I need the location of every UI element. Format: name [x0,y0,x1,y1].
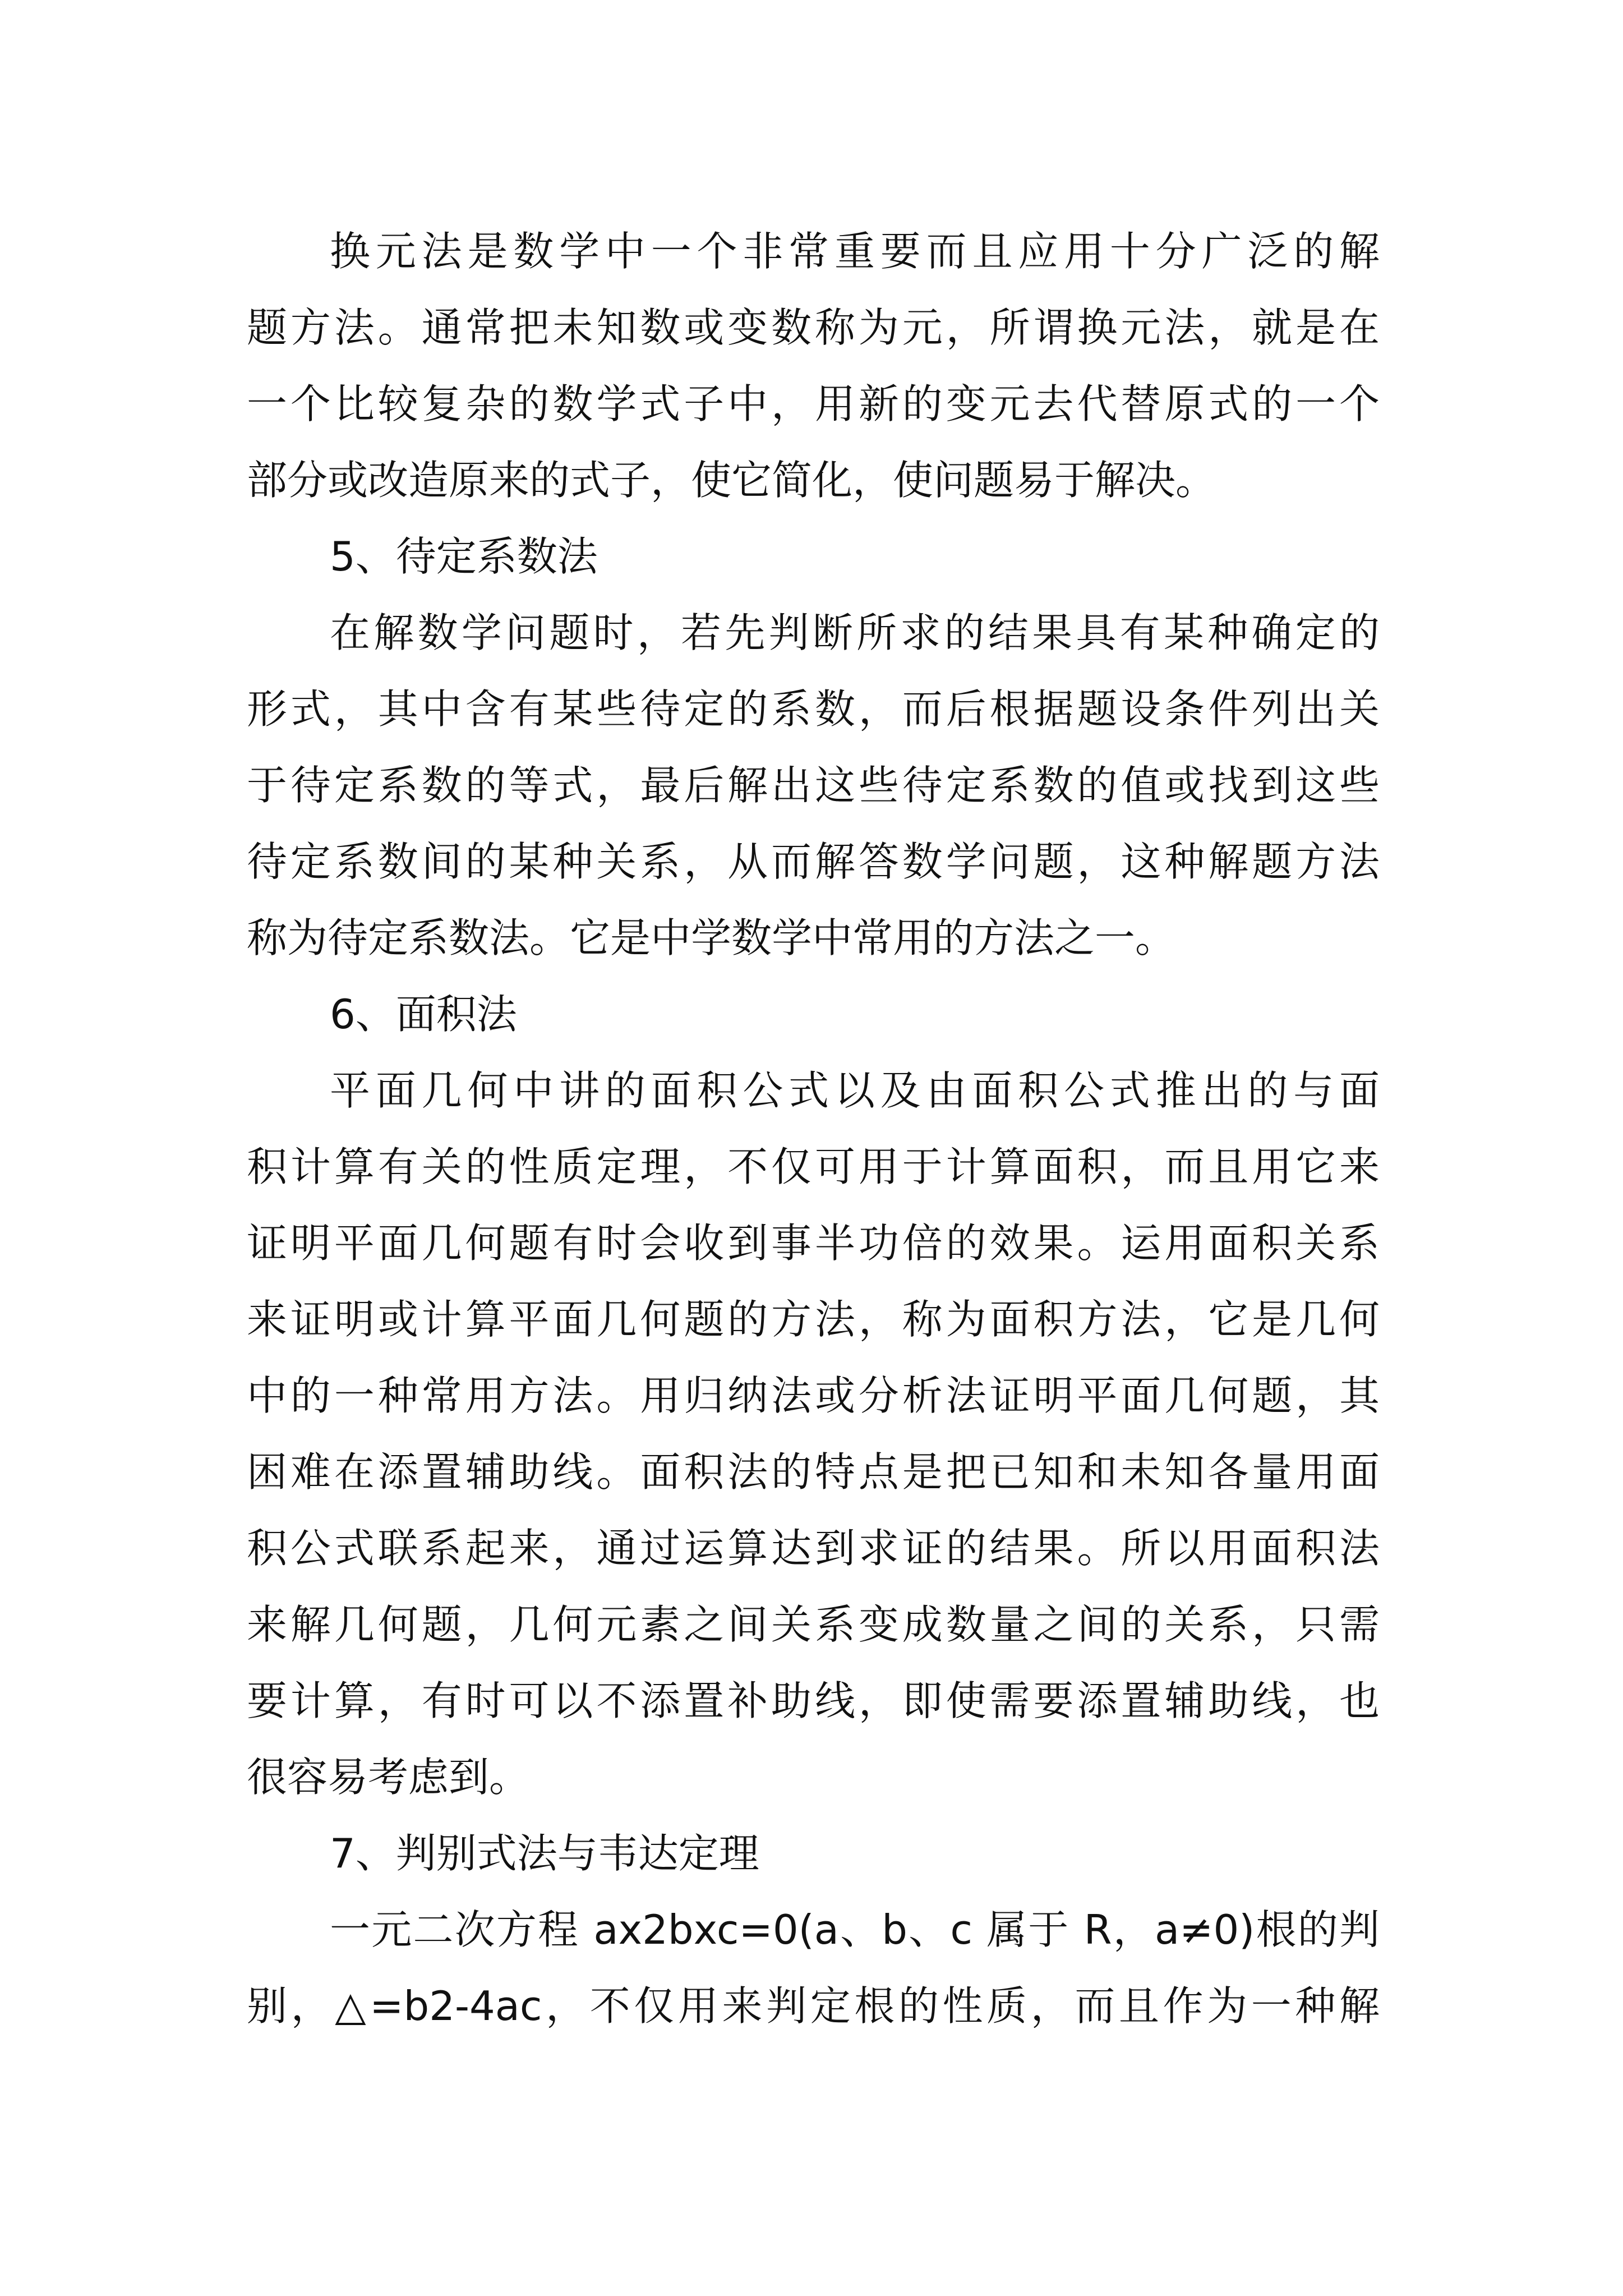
section-heading-6: 6、面积法 [330,991,517,1038]
paragraph-line: 一元二次方程 ax2bxc=0(a、b、c 属于 R，a≠0)根的判 [330,1906,1380,1953]
paragraph-line: 来证明或计算平面几何题的方法，称为面积方法，它是几何 [247,1296,1380,1343]
paragraph-line: 来解几何题，几何元素之间关系变成数量之间的关系，只需 [247,1601,1380,1648]
section-heading-5: 5、待定系数法 [330,533,598,580]
paragraph-line: 中的一种常用方法。用归纳法或分析法证明平面几何题，其 [247,1372,1380,1419]
paragraph-line: 于待定系数的等式，最后解出这些待定系数的值或找到这些 [247,762,1380,809]
paragraph-line: 称为待定系数法。它是中学数学中常用的方法之一。 [247,914,1176,961]
paragraph-line: 一个比较复杂的数学式子中，用新的变元去代替原式的一个 [247,380,1380,427]
paragraph-line: 要计算，有时可以不添置补助线，即使需要添置辅助线，也 [247,1677,1380,1724]
paragraph-line: 很容易考虑到。 [247,1754,530,1801]
paragraph-line: 别，△=b2-4ac，不仅用来判定根的性质，而且作为一种解 [247,1982,1380,2030]
paragraph-line: 形式，其中含有某些待定的系数，而后根据题设条件列出关 [247,685,1380,733]
paragraph-line: 证明平面几何题有时会收到事半功倍的效果。运用面积关系 [247,1220,1380,1267]
paragraph-line: 积计算有关的性质定理，不仅可用于计算面积，而且用它来 [247,1143,1380,1190]
paragraph-line: 积公式联系起来，通过运算达到求证的结果。所以用面积法 [247,1525,1380,1572]
document-body [247,213,1380,2044]
paragraph-line: 平面几何中讲的面积公式以及由面积公式推出的与面 [330,1067,1380,1114]
paragraph-line: 在解数学问题时，若先判断所求的结果具有某种确定的 [330,609,1380,656]
paragraph-line: 待定系数间的某种关系，从而解答数学问题，这种解题方法 [247,838,1380,885]
section-heading-7: 7、判别式法与韦达定理 [330,1830,759,1877]
paragraph-line: 换元法是数学中一个非常重要而且应用十分广泛的解 [330,228,1380,275]
paragraph-line: 题方法。通常把未知数或变数称为元，所谓换元法，就是在 [247,304,1380,351]
paragraph-line: 困难在添置辅助线。面积法的特点是把已知和未知各量用面 [247,1448,1380,1496]
paragraph-line: 部分或改造原来的式子，使它简化，使问题易于解决。 [247,457,1216,504]
